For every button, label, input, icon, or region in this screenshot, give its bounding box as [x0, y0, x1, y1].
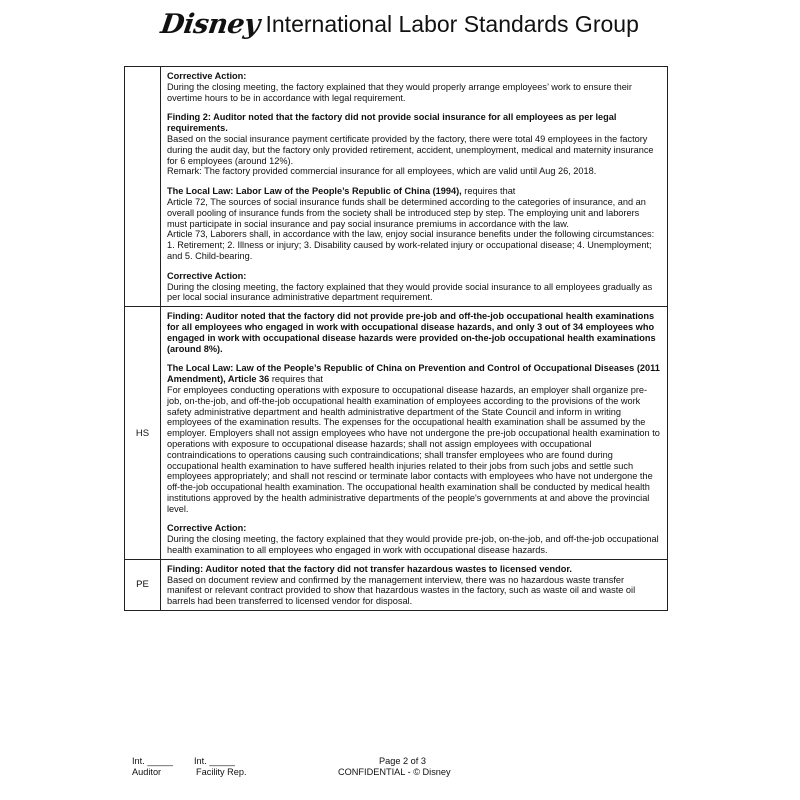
- table-row: [125, 559, 668, 610]
- block-heading-line: [167, 271, 661, 282]
- finding-block: [167, 523, 661, 555]
- table-row: [125, 67, 668, 307]
- finding-block: [167, 71, 661, 103]
- finding-block: [167, 271, 661, 303]
- block-paragraph: During the closing meeting, the factory explained that they would properly arrange employees’ work to ensure their overtime hours to be in accordance with legal requirement.: [167, 81, 632, 103]
- block-paragraph: Based on document review and confirmed by the management interview, there was no hazardous waste transfer manifest or relevant contract provided to show that hazardous wastes in the factory, such as waste oil and waste oil barrels had been transferred to licensed vendor for disposal.: [167, 574, 636, 607]
- block-heading-tail: requires that: [461, 186, 516, 197]
- block-heading-line: [167, 186, 661, 197]
- block-paragraph: Article 72, The sources of social insurance funds shall be determined according to the categories of insurance, and an overall pooling of insurance funds from the society shall be introduced step by step. The employing unit and laborers must participate in social insurance and pay social insurance premiums in accordance with the law.: [167, 196, 646, 229]
- block-paragraph: During the closing meeting, the factory explained that they would provide pre-job, on-the-job, and off-the-job occupational health examination to all employees who engaged in work with occupational disease hazards.: [167, 534, 659, 556]
- footer-facility-label: Facility Rep.: [196, 767, 247, 777]
- footer-int-auditor: Int. _____: [132, 756, 173, 766]
- block-heading: Corrective Action:: [167, 71, 247, 81]
- block-heading: Corrective Action:: [167, 270, 247, 281]
- disney-logo: Disney: [158, 8, 262, 40]
- block-paragraph: Remark: The factory provided commercial insurance for all employees, which are valid until Aug 26, 2018.: [167, 166, 597, 177]
- block-heading: The Local Law: Law of the People’s Republic of China on Prevention and Control of Occupational Diseases (2011 Amendment), Article 36: [167, 363, 660, 385]
- block-heading: Finding: Auditor noted that the factory did not provide pre-job and off-the-job occupational health examinations for all employees who engaged in work with occupational disease hazards, and only 3 out of 34 employees who engaged in work with occupational disease hazards were provided on-the-job occupational health examinations (around 8%).: [167, 311, 656, 354]
- block-heading: Finding: Auditor noted that the factory did not transfer hazardous wastes to licensed vendor.: [167, 563, 572, 574]
- section-code: [125, 67, 161, 307]
- findings-table: [124, 66, 668, 611]
- section-content: [161, 67, 668, 307]
- block-heading-line: [167, 363, 661, 385]
- finding-block: [167, 363, 661, 514]
- page-header: [0, 6, 800, 42]
- footer-int-facility: Int. _____: [194, 756, 235, 766]
- block-heading-line: [167, 112, 661, 134]
- block-heading-line: [167, 564, 661, 575]
- header-title: International Labor Standards Group: [265, 10, 639, 37]
- block-heading-line: [167, 523, 661, 534]
- finding-block: [167, 186, 661, 262]
- block-heading-tail: requires that: [269, 374, 323, 385]
- finding-block: [167, 112, 661, 177]
- block-heading-line: [167, 311, 661, 354]
- block-paragraph: For employees conducting operations with exposure to occupational disease hazards, an employer shall organize pre-job, on-the-job, and off-the-job occupational health examination of employees according to the provisions of the work safety administrative department and health administrative department of the State Council and inform in writing employees of the examination results. The expenses for the occupational health examination shall be assumed by the employer. Employers shall not assign employees who have not undergone the pre-job occupational health examination to operations with exposure to occupational disease hazards; shall not assign employees with occupational contraindications to operations causing such contraindications; shall transfer employees who are found during occupational health examination to have suffered health injuries related to their jobs from such jobs and settle such employees appropriately; and shall not rescind or terminate labor contacts with employees who have not undergone the off-the-job occupational health examination. The occupational health examination shall be conducted by medical health institutions approved by the health administrative departments of the people's governments at and above the provincial level.: [167, 384, 660, 514]
- section-content: [161, 307, 668, 560]
- footer-confidential: CONFIDENTIAL - © Disney: [338, 767, 451, 777]
- block-heading: Finding 2: Auditor noted that the factory did not provide social insurance for all employees as per legal requirements.: [167, 112, 617, 134]
- section-code: PE: [125, 559, 161, 610]
- block-heading: Corrective Action:: [167, 523, 247, 534]
- finding-block: [167, 311, 661, 354]
- section-code: HS: [125, 307, 161, 560]
- block-paragraph: Based on the social insurance payment certificate provided by the factory, there were total 49 employees in the factory during the audit day, but the factory only provided retirement, accident, unemployment, medical and maternity insurance for 6 employees (around 12%).: [167, 133, 654, 166]
- block-paragraph: During the closing meeting, the factory explained that they would provide social insurance to all employees gradually as per local social insurance administrative department requirement.: [167, 281, 653, 303]
- finding-block: [167, 564, 661, 607]
- section-content: [161, 559, 668, 610]
- table-row: [125, 307, 668, 560]
- block-paragraph: Article 73, Laborers shall, in accordance with the law, enjoy social insurance benefits under the following circumstances: 1. Retirement; 2. Illness or injury; 3. Disability caused by work-related injury or occupational disease; 4. Unemployment; and 5. Child-bearing.: [167, 229, 655, 261]
- block-heading-line: [167, 71, 661, 82]
- footer-auditor-label: Auditor: [132, 767, 162, 777]
- footer-page-number: Page 2 of 3: [379, 756, 426, 766]
- block-heading: The Local Law: Labor Law of the People’s Republic of China (1994),: [167, 186, 462, 197]
